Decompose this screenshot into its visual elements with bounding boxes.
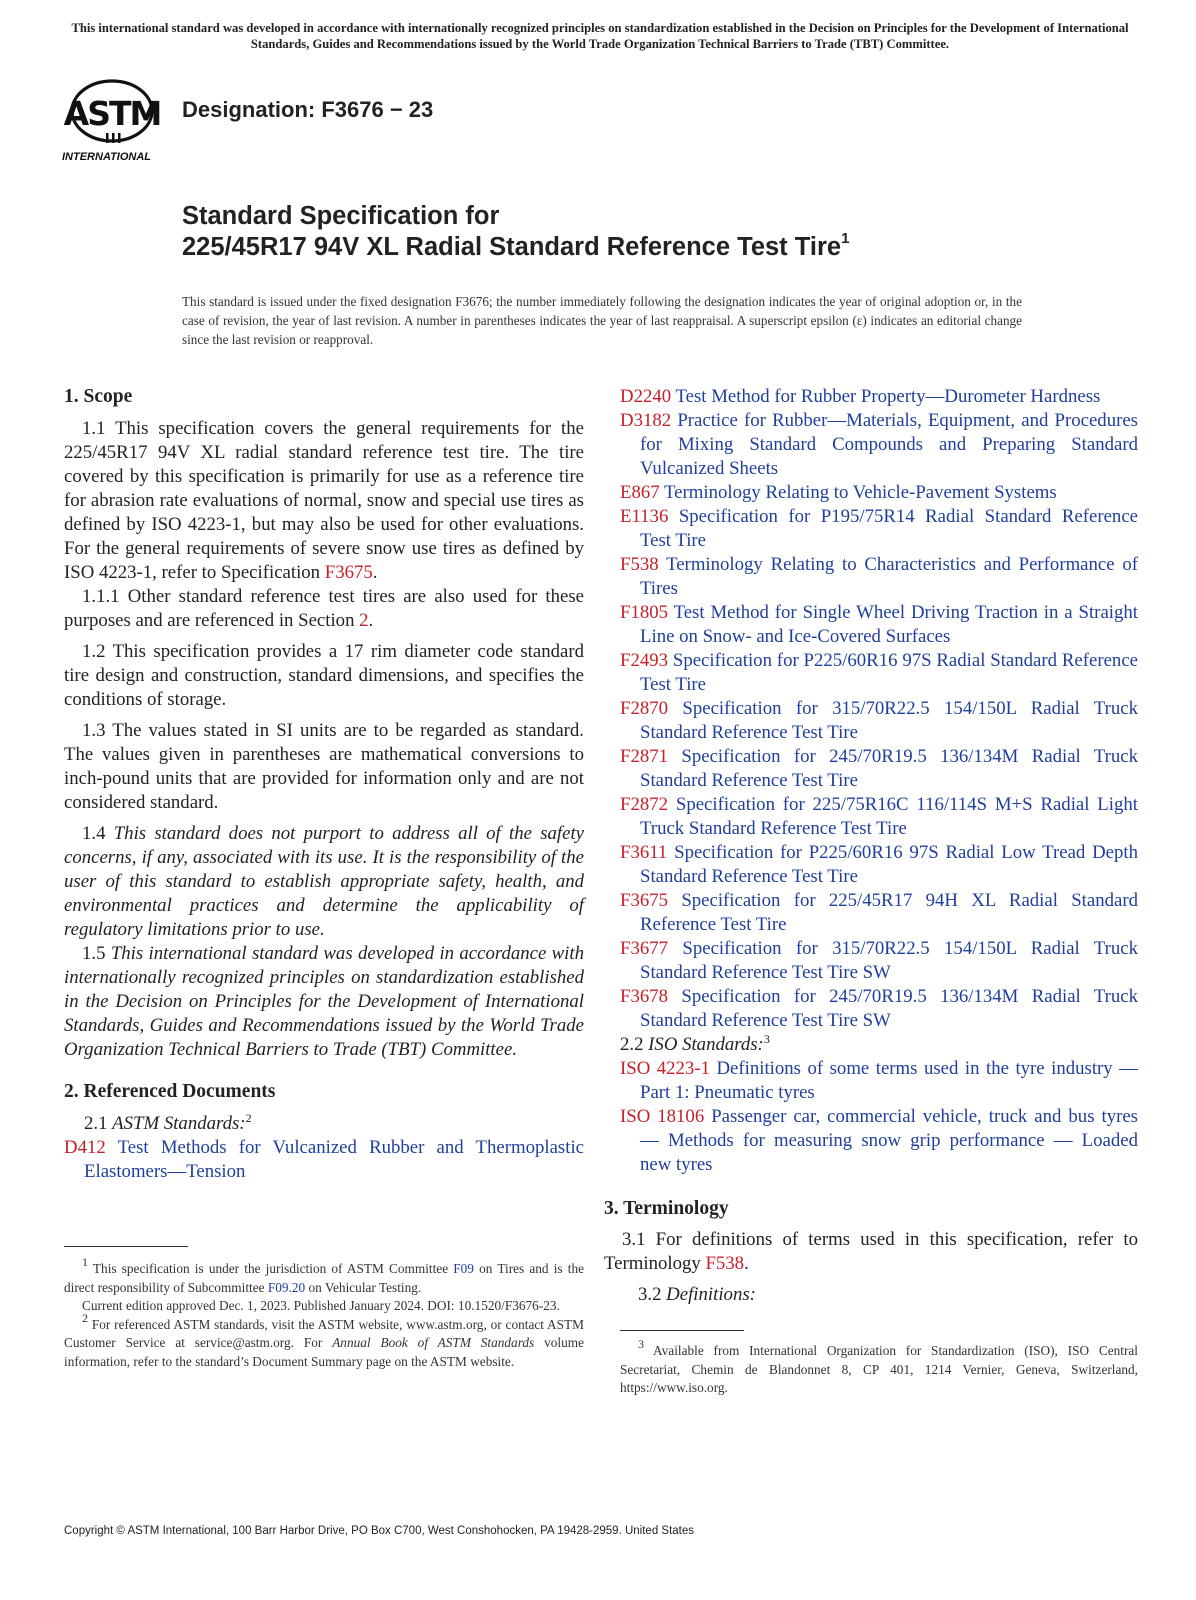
title-line-1: Standard Specification for [182, 202, 500, 230]
ref-title[interactable]: Passenger car, commercial vehicle, truck and bus tyres — Methods for measuring snow grip performance — Loaded new tyres [640, 1106, 1138, 1175]
ref-title[interactable]: Specification for P225/60R16 97S Radial Low Tread Depth Standard Reference Test Tire [640, 842, 1138, 887]
footnote-rule-left [64, 1246, 188, 1247]
ref-title[interactable]: Test Methods for Vulcanized Rubber and Thermoplastic Elastomers—Tension [84, 1137, 585, 1182]
copyright: Copyright © ASTM International, 100 Barr Harbor Drive, PO Box C700, West Conshohocken, PA 19428-2959. United States [64, 1525, 695, 1537]
ref-title[interactable]: Specification for P225/60R16 97S Radial Standard Reference Test Tire [640, 650, 1138, 695]
ref-f3675[interactable] [620, 889, 1138, 937]
footnote-1-edition: Current edition approved Dec. 1, 2023. Published January 2024. DOI: 10.1520/F3676-23. [82, 1298, 560, 1313]
ref-title[interactable]: Test Method for Single Wheel Driving Traction in a Straight Line on Snow- and Ice-Covered Surfaces [640, 602, 1138, 647]
para-3-2 [620, 1283, 1138, 1307]
ref-d412[interactable] [64, 1136, 584, 1184]
ref-f2870[interactable] [620, 697, 1138, 745]
iso-standards-label [620, 1033, 1138, 1057]
section-1-heading: 1. Scope [64, 386, 133, 407]
title-line-2 [182, 232, 1082, 263]
section-2-heading: 2. Referenced Documents [64, 1081, 276, 1102]
para-1-5 [64, 942, 584, 1062]
ref-f3678[interactable] [620, 985, 1138, 1033]
ref-title[interactable]: Definitions of some terms used in the tyre industry — Part 1: Pneumatic tyres [640, 1058, 1138, 1103]
ref-iso-4223-1[interactable] [620, 1057, 1138, 1105]
footnote-2-text-a: For referenced ASTM standards, visit the ASTM website, www.astm.org, or contact ASTM Customer Service at service@astm.org. For [64, 1316, 584, 1350]
ref-title[interactable]: Specification for 225/45R17 94H XL Radial Standard Reference Test Tire [640, 890, 1138, 935]
footnote-2-text-b: volume information, refer to the standard’s Document Summary page on the ASTM website. [64, 1335, 584, 1369]
left-column [64, 385, 584, 1184]
link-f3675[interactable]: F3675 [324, 562, 373, 583]
ref-f2493[interactable] [620, 649, 1138, 697]
para-1-5-number: 1.5 [82, 943, 111, 964]
footnote-1-mark: 1 [82, 1255, 88, 1269]
para-1-4-number: 1.4 [82, 823, 114, 844]
footnote-1-text-b: on Tires and is the direct responsibility of Subcommittee [64, 1261, 584, 1295]
para-1-1-1-text: 1.1.1 Other standard reference test tires are also used for these purposes and are referenced in Section [64, 586, 584, 631]
logo-subtext: INTERNATIONAL [62, 151, 152, 163]
para-1-4 [64, 822, 584, 942]
iso-standards-text: ISO Standards: [648, 1034, 764, 1055]
title-footnote-mark: 1 [841, 230, 850, 247]
astm-standards-label [64, 1112, 584, 1136]
ref-code[interactable]: E1136 [620, 506, 669, 527]
para-1-1-text: 1.1 This specification covers the general requirements for the 225/45R17 94V XL radial standard reference test tire. The tire covered by this specification is primarily for use as a reference tire for abrasion rate evaluations of normal, snow and special use tires as defined by ISO 4223-1, but may also be used for other evaluations. For the general requirements of severe snow use tires as defined by ISO 4223-1, refer to Specification [64, 418, 584, 583]
footnotes-left [64, 1255, 584, 1371]
ref-d2240[interactable] [620, 385, 1138, 409]
ref-code[interactable]: D2240 [620, 386, 672, 407]
ref-e1136[interactable] [620, 505, 1138, 553]
ref-title[interactable]: Specification for 225/75R16C 116/114S M+S Radial Light Truck Standard Reference Test Tire [640, 794, 1139, 839]
ref-code[interactable]: F2493 [620, 650, 669, 671]
ref-f3677[interactable] [620, 937, 1138, 985]
ref-title[interactable]: Practice for Rubber—Materials, Equipment, and Procedures for Mixing Standard Compounds and Preparing Standard Vulcanized Sheets [640, 410, 1138, 479]
ref-code[interactable]: ISO 18106 [620, 1106, 705, 1127]
astm-standards-sup: 2 [245, 1111, 252, 1125]
section-3-heading: 3. Terminology [604, 1198, 729, 1219]
ref-f2872[interactable] [620, 793, 1138, 841]
designation: Designation: F3676 − 23 [182, 97, 434, 122]
ref-iso-18106[interactable] [620, 1105, 1138, 1177]
footnote-2-italic: Annual Book of ASTM Standards [332, 1335, 535, 1350]
ref-title[interactable]: Specification for 315/70R22.5 154/150L Radial Truck Standard Reference Test Tire SW [640, 938, 1138, 983]
para-3-1 [604, 1228, 1138, 1276]
title-text: 225/45R17 94V XL Radial Standard Reference Test Tire [182, 233, 842, 261]
para-3-2-number: 3.2 [638, 1284, 667, 1305]
ref-e867[interactable] [620, 481, 1138, 505]
ref-f2871[interactable] [620, 745, 1138, 793]
astm-logo [62, 75, 170, 167]
para-1-4-text: This standard does not purport to address all of the safety concerns, if any, associated with its use. It is the responsibility of the user of this standard to establish appropriate safety, health, and environmental practices and determine the applicability of regulatory limitations prior to use. [64, 823, 585, 940]
ref-title[interactable]: Test Method for Rubber Property—Durometer Hardness [675, 386, 1101, 407]
ref-title[interactable]: Terminology Relating to Vehicle-Pavement Systems [664, 482, 1057, 503]
para-3-1-text: 3.1 For definitions of terms used in this specification, refer to Terminology [604, 1229, 1138, 1274]
ref-code[interactable]: F2871 [620, 746, 669, 767]
iso-standards-number: 2.2 [620, 1034, 649, 1055]
footnote-2 [64, 1310, 584, 1372]
astm-logo-graphic [62, 75, 170, 167]
footnotes-right [620, 1337, 1138, 1398]
footnote-rule-right [620, 1330, 744, 1331]
right-column [604, 385, 1139, 1307]
ref-code[interactable]: E867 [620, 482, 660, 503]
footnote-1-text-c: on Vehicular Testing. [305, 1279, 422, 1295]
ref-f538[interactable] [620, 553, 1138, 601]
ref-code[interactable]: F3611 [620, 842, 668, 863]
link-f538[interactable]: F538 [705, 1253, 745, 1274]
ref-code[interactable]: F2872 [620, 794, 669, 815]
ref-code[interactable]: D412 [64, 1137, 106, 1158]
ref-code[interactable]: F1805 [620, 602, 669, 623]
para-1-2: 1.2 This specification provides a 17 rim diameter code standard tire design and construction, standard dimensions, and specifies the conditions of storage. [64, 641, 584, 710]
para-1-3: 1.3 The values stated in SI units are to be regarded as standard. The values given in parentheses are mathematical conversions to inch-pound units that are provided for information only and are not considered standard. [64, 720, 584, 813]
footnote-1 [64, 1255, 584, 1297]
document-title [182, 201, 1082, 263]
para-1-1-1 [64, 585, 584, 633]
astm-standards-text: ASTM Standards: [112, 1113, 246, 1134]
iso-standards-sup: 3 [763, 1032, 770, 1046]
ref-title[interactable]: Specification for 245/70R19.5 136/134M Radial Truck Standard Reference Test Tire [640, 746, 1138, 791]
ref-code[interactable]: F538 [620, 554, 659, 575]
astm-standards-number: 2.1 [84, 1113, 113, 1134]
logo-wordmark: ASTM [63, 94, 161, 133]
para-3-1-end: . [744, 1253, 749, 1274]
ref-title[interactable]: Specification for P195/75R14 Radial Standard Reference Test Tire [640, 506, 1138, 551]
link-f09-20[interactable]: F09.20 [267, 1279, 306, 1295]
ref-d3182[interactable] [620, 409, 1138, 481]
ref-f3611[interactable] [620, 841, 1138, 889]
footnote-1-text-a: This specification is under the jurisdiction of ASTM Committee [88, 1261, 454, 1276]
ref-code[interactable]: F3678 [620, 986, 669, 1007]
ref-code[interactable]: F2870 [620, 698, 669, 719]
ref-title[interactable]: Terminology Relating to Characteristics and Performance of Tires [640, 554, 1138, 599]
ref-code[interactable]: ISO 4223-1 [620, 1058, 710, 1079]
footnote-3-mark: 3 [638, 1337, 644, 1351]
para-1-1-end: . [372, 562, 378, 583]
ref-code[interactable]: D3182 [620, 410, 672, 431]
para-1-1 [64, 417, 584, 585]
link-f09[interactable]: F09 [453, 1261, 474, 1276]
ref-code[interactable]: F3677 [620, 938, 669, 959]
para-1-5-text: This international standard was developed in accordance with internationally recognized principles on standardization established in the Decision on Principles for the Development of International Standards, Guides and Recommendations issued by the World Trade Organization Technical Barriers to Trade (TBT) Committee. [64, 943, 585, 1060]
wto-banner: This international standard was developed in accordance with internationally recognized principles on standardization established in the Decision on Principles for the Development of International Standards, Guides and Recommendations issued by the World Trade Organization Technical Barriers to Trade (TBT) Committee. [71, 21, 1129, 51]
footnote-3-text: Available from International Organization for Standardization (ISO), ISO Central Secretariat, Chemin de Blandonnet 8, CP 401, 1214 Vernier, Geneva, Switzerland, https://www.iso.org. [620, 1343, 1138, 1395]
ref-title[interactable]: Specification for 315/70R22.5 154/150L Radial Truck Standard Reference Test Tire [640, 698, 1138, 743]
footnote-2-mark: 2 [82, 1310, 88, 1325]
para-1-1-1-end: . [368, 610, 374, 631]
issuance-notice: This standard is issued under the fixed designation F3676; the number immediately following the designation indicates the year of original adoption or, in the case of revision, the year of last revision. A number in parentheses indicates the year of last reappraisal. A superscript epsilon (ε) indicates an editorial change since the last revision or reapproval. [182, 294, 1022, 347]
ref-f1805[interactable] [620, 601, 1138, 649]
para-3-2-text: Definitions: [666, 1284, 756, 1305]
footnote-3 [620, 1337, 1138, 1398]
ref-title[interactable]: Specification for 245/70R19.5 136/134M Radial Truck Standard Reference Test Tire SW [640, 986, 1138, 1031]
link-section-2[interactable]: 2 [359, 610, 369, 631]
ref-code[interactable]: F3675 [620, 890, 669, 911]
